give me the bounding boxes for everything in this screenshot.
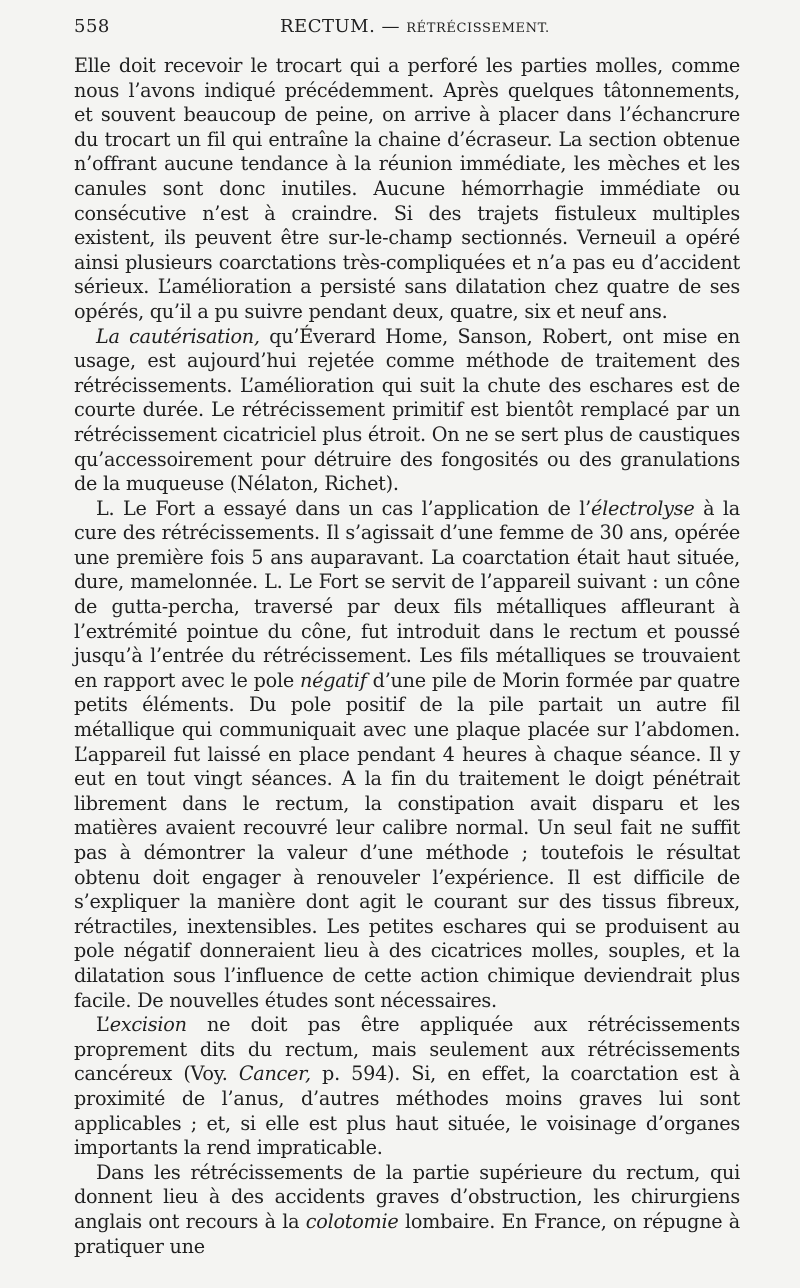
- text-run: L. Le Fort a essayé dans un cas l’application de l’: [96, 496, 591, 520]
- text-run: lombaire. En France, on répugne à pratiquer une: [74, 1209, 740, 1258]
- running-head-subtitle: RÉTRÉCISSEMENT.: [406, 21, 550, 36]
- running-head: [280, 16, 550, 37]
- body-text: [74, 54, 740, 1259]
- page-header: [74, 16, 740, 46]
- text-run: Dans les rétrécissements de la partie supérieure du rectum, qui donnent lieu à des accidents graves d’obstruction, les chirurgiens anglais ont recours à la: [74, 1160, 740, 1233]
- text-run: Elle doit recevoir le trocart qui a perforé les parties molles, comme nous l’avons indiqué précédemment. Après quelques tâtonnements, et souvent beaucoup de peine, on arrive à placer dans l’échancrure du trocart un fil qui entraîne la chaine d’écraseur. La section obtenue n’offrant aucune tendance à la réunion immédiate, les mèches et les canules sont donc inutiles. Aucune hémorrhagie immédiate ou consécutive n’est à craindre. Si des trajets fistuleux multiples existent, ils peuvent être sur-le-champ sectionnés. Verneuil a opéré ainsi plusieurs coarctations très-compliquées et n’a pas eu d’accident sérieux. L’amélioration a persisté sans dilatation chez quatre de ses opérés, qu’il a pu suivre pendant deux, quatre, six et neuf ans.: [74, 54, 740, 323]
- paragraph: [74, 1161, 740, 1259]
- paragraph: [74, 1013, 740, 1161]
- text-run: à la cure des rétrécissements. Il s’agissait d’une femme de 30 ans, opérée une première fois 5 ans auparavant. La coarctation était haut située, dure, mamelonnée. L. Le Fort se servit de l’appareil suivant : un cône de gutta-percha, traversé par deux fils métalliques affleurant à l’extrémité pointue du cône, fut introduit dans le rectum et poussé jusqu’à l’entrée du rétrécissement. Les fils métalliques se trouvaient en rapport avec le pole: [74, 496, 740, 692]
- running-head-dash: —: [375, 16, 407, 37]
- italic-term: électrolyse: [590, 496, 695, 520]
- paragraph: [74, 497, 740, 1013]
- text-run: d’une pile de Morin formée par quatre petits éléments. Du pole positif de la pile partait un autre fil métallique qui communiquait avec une plaque placée sur l’abdomen. L’appareil fut laissé en place pendant 4 heures à chaque séance. Il y eut en tout vingt séances. A la fin du traitement le doigt pénétrait librement dans le rectum, la constipation avait disparu et les matières avaient recouvré leur calibre normal. Un seul fait ne suffit pas à démontrer la valeur d’une méthode ; toutefois le résultat obtenu doit engager à renouveler l’expérience. Il est difficile de s’expliquer la manière dont agit le courant sur des tissus fibreux, rétractiles, inextensibles. Les petites eschares qui se produisent au pole négatif donneraient lieu à des cicatrices molles, souples, et la dilatation sous l’influence de cette action chimique deviendrait plus facile. De nouvelles études sont nécessaires.: [74, 668, 740, 1012]
- text-run: qu’Éverard Home, Sanson, Robert, ont mise en usage, est aujourd’hui rejetée comme méthode de traitement des rétrécissements. L’amélioration qui suit la chute des eschares est de courte durée. Le rétrécissement primitif est bientôt remplacé par un rétrécissement cicatriciel plus étroit. On ne se sert plus de caustiques qu’accessoirement pour détruire des fongosités ou des granulations de la muqueuse (Nélaton, Richet).: [74, 324, 740, 496]
- paragraph: [74, 325, 740, 497]
- text-run: L’: [96, 1013, 110, 1037]
- italic-term: excision: [109, 1013, 187, 1037]
- running-head-title: RECTUM.: [280, 16, 376, 37]
- italic-term: Cancer,: [238, 1062, 311, 1086]
- italic-term: colotomie: [305, 1209, 399, 1233]
- paragraph: [74, 54, 740, 325]
- text-run: p. 594). Si, en effet, la coarctation est à proximité de l’anus, d’autres méthodes moins graves lui sont applicables ; et, si elle est plus haut située, le voisinage d’organes importants la rend impraticable.: [74, 1062, 740, 1160]
- text-run: ne doit pas être appliquée aux rétrécissements proprement dits du rectum, mais seulement aux rétrécissements cancéreux (Voy.: [74, 1013, 740, 1086]
- page-number: 558: [74, 16, 110, 37]
- italic-term: négatif: [299, 668, 367, 692]
- italic-term: La cautérisation,: [96, 324, 260, 348]
